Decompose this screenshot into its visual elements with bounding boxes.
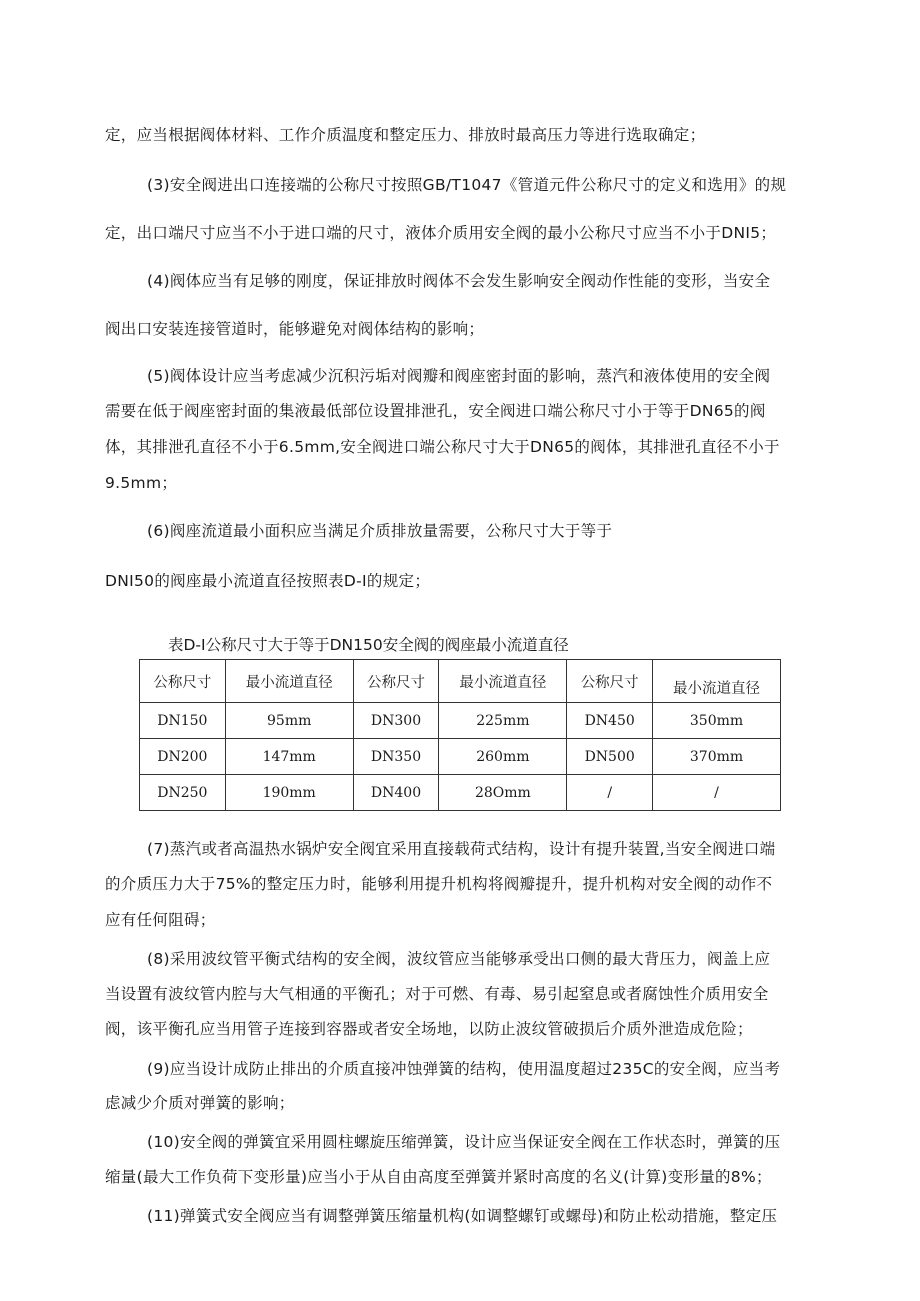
table-header-cell: 公称尺寸 [567, 660, 653, 703]
paragraph-line: 阀出口安装连接管道时，能够避免对阀体结构的影响； [105, 320, 485, 338]
paragraph-line: (5)阀体设计应当考虑减少沉积污垢对阀瓣和阀座密封面的影响，蒸汽和液体使用的安全阀 [147, 367, 771, 385]
table-cell: 370mm [653, 739, 781, 775]
table-cell: 225mm [439, 703, 567, 739]
table-cell: 95mm [225, 703, 353, 739]
table-cell: 28Omm [439, 775, 567, 811]
table-header-cell: 公称尺寸 [140, 660, 226, 703]
table-cell: 260mm [439, 739, 567, 775]
table-cell: DN200 [140, 739, 226, 775]
table-cell: 350mm [653, 703, 781, 739]
min-flow-diameter-table [139, 659, 781, 811]
table-row [140, 775, 781, 811]
paragraph-line: (6)阀座流道最小面积应当满足介质排放量需要，公称尺寸大于等于 [147, 522, 613, 540]
paragraph-line: (8)采用波纹管平衡式结构的安全阀，波纹管应当能够承受出口侧的最大背压力，阀盖上应 [147, 950, 771, 968]
paragraph-line: DNI50的阀座最小流道直径按照表D-I的规定； [105, 572, 431, 590]
table-cell: DN500 [567, 739, 653, 775]
table-header-cell: 最小流道直径 [653, 660, 781, 703]
table-cell: DN300 [353, 703, 439, 739]
paragraph-line: (9)应当设计成防止排出的介质直接冲蚀弹簧的结构，使用温度超过235C的安全阀，应当考 [147, 1060, 781, 1078]
table-cell: 147mm [225, 739, 353, 775]
table-caption: 表D-I公称尺寸大于等于DN150安全阀的阀座最小流道直径 [168, 636, 569, 654]
table-header-cell: 最小流道直径 [439, 660, 567, 703]
table-row [140, 703, 781, 739]
table-header-cell: 公称尺寸 [353, 660, 439, 703]
paragraph-line: 定，应当根据阀体材料、工作介质温度和整定压力、排放时最高压力等进行选取确定； [105, 126, 706, 144]
table-cell: / [653, 775, 781, 811]
paragraph-line: 定，出口端尺寸应当不小于进口端的尺寸，液体介质用安全阀的最小公称尺寸应当不小于DNI5； [105, 224, 777, 242]
paragraph-line: 体，其排泄孔直径不小于6.5mm,安全阀进口端公称尺寸大于DN65的阀体，其排泄孔直径不小于 [105, 438, 780, 456]
table-header-row [140, 660, 781, 703]
table-cell: DN150 [140, 703, 226, 739]
table-cell: DN350 [353, 739, 439, 775]
paragraph-line: (4)阀体应当有足够的刚度，保证排放时阀体不会发生影响安全阀动作性能的变形，当安全 [147, 272, 771, 290]
paragraph-line: 虑减少介质对弹簧的影响； [105, 1094, 295, 1112]
paragraph-line: (11)弹簧式安全阀应当有调整弹簧压缩量机构(如调整螺钉或螺母)和防止松动措施，整定压 [147, 1207, 778, 1225]
paragraph-line: (10)安全阀的弹簧宜采用圆柱螺旋压缩弹簧，设计应当保证安全阀在工作状态时，弹簧的压 [147, 1133, 781, 1151]
paragraph-line: 阀，该平衡孔应当用管子连接到容器或者安全场地，以防止波纹管破损后介质外泄造成危险； [105, 1020, 753, 1038]
paragraph-line: 需要在低于阀座密封面的集液最低部位设置排泄孔，安全阀进口端公称尺寸小于等于DN65的阀 [105, 402, 766, 420]
paragraph-line: (7)蒸汽或者高温热水锅炉安全阀宜采用直接载荷式结构，设计有提升装置,当安全阀进口端 [147, 840, 776, 858]
paragraph-line: 的介质压力大于75%的整定压力时，能够利用提升机构将阀瓣提升，提升机构对安全阀的动作不 [105, 875, 773, 893]
table-header-cell: 最小流道直径 [225, 660, 353, 703]
paragraph-line: 应有任何阻碍； [105, 911, 216, 929]
paragraph-line: (3)安全阀进出口连接端的公称尺寸按照GB/T1047《管道元件公称尺寸的定义和选用》的规 [147, 176, 787, 194]
paragraph-line: 9.5mm； [105, 474, 178, 492]
table-row [140, 739, 781, 775]
paragraph-line: 缩量(最大工作负荷下变形量)应当小于从自由高度至弹簧并紧时高度的名义(计算)变形量的8%； [105, 1168, 772, 1186]
table-cell: DN250 [140, 775, 226, 811]
table-cell: DN450 [567, 703, 653, 739]
table-cell: 190mm [225, 775, 353, 811]
paragraph-line: 当设置有波纹管内腔与大气相通的平衡孔；对于可燃、有毒、易引起窒息或者腐蚀性介质用安全 [105, 985, 769, 1003]
table-cell: / [567, 775, 653, 811]
table-cell: DN400 [353, 775, 439, 811]
